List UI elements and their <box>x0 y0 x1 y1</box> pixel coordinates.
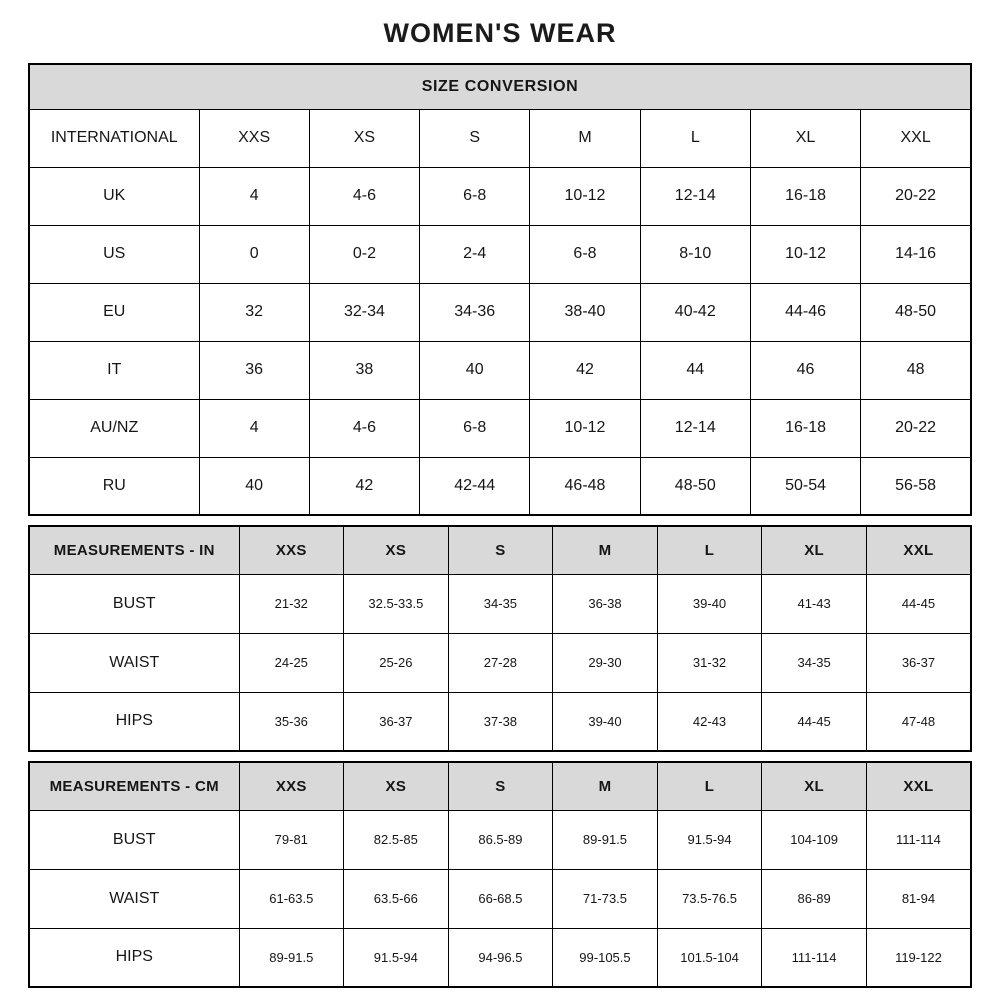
size-column-header: M <box>530 109 640 167</box>
table-row <box>29 692 971 751</box>
value-cell: 44 <box>640 341 750 399</box>
measurements-in-header-row <box>29 526 971 574</box>
row-label: BUST <box>29 810 239 869</box>
size-column-header: XS <box>309 109 419 167</box>
size-column-header: XL <box>762 762 867 810</box>
value-cell: 0-2 <box>309 225 419 283</box>
page-title: WOMEN'S WEAR <box>383 18 617 48</box>
international-label: INTERNATIONAL <box>29 109 199 167</box>
value-cell: 37-38 <box>448 692 553 751</box>
value-cell: 20-22 <box>861 399 971 457</box>
size-column-header: XXS <box>239 762 344 810</box>
table-row <box>29 341 971 399</box>
size-column-header: L <box>640 109 750 167</box>
value-cell: 4 <box>199 167 309 225</box>
size-column-header: XS <box>344 762 449 810</box>
value-cell: 61-63.5 <box>239 869 344 928</box>
value-cell: 104-109 <box>762 810 867 869</box>
size-column-header: XL <box>762 526 867 574</box>
value-cell: 35-36 <box>239 692 344 751</box>
value-cell: 91.5-94 <box>344 928 449 987</box>
value-cell: 39-40 <box>657 574 762 633</box>
value-cell: 4 <box>199 399 309 457</box>
value-cell: 38 <box>309 341 419 399</box>
row-label: EU <box>29 283 199 341</box>
value-cell: 89-91.5 <box>553 810 658 869</box>
value-cell: 32-34 <box>309 283 419 341</box>
value-cell: 42-44 <box>420 457 530 515</box>
value-cell: 20-22 <box>861 167 971 225</box>
value-cell: 34-35 <box>762 633 867 692</box>
value-cell: 12-14 <box>640 399 750 457</box>
size-column-header: XL <box>750 109 860 167</box>
value-cell: 42 <box>309 457 419 515</box>
value-cell: 46-48 <box>530 457 640 515</box>
value-cell: 0 <box>199 225 309 283</box>
value-cell: 86.5-89 <box>448 810 553 869</box>
value-cell: 48 <box>861 341 971 399</box>
measurements-cm-header: MEASUREMENTS - CM <box>29 762 239 810</box>
value-cell: 6-8 <box>420 167 530 225</box>
value-cell: 36-37 <box>866 633 971 692</box>
value-cell: 48-50 <box>640 457 750 515</box>
size-column-header: XXL <box>866 762 971 810</box>
value-cell: 81-94 <box>866 869 971 928</box>
value-cell: 89-91.5 <box>239 928 344 987</box>
value-cell: 119-122 <box>866 928 971 987</box>
value-cell: 71-73.5 <box>553 869 658 928</box>
value-cell: 24-25 <box>239 633 344 692</box>
value-cell: 8-10 <box>640 225 750 283</box>
value-cell: 32 <box>199 283 309 341</box>
size-column-header: XXL <box>866 526 971 574</box>
row-label: WAIST <box>29 869 239 928</box>
table-row <box>29 457 971 515</box>
value-cell: 14-16 <box>861 225 971 283</box>
value-cell: 40-42 <box>640 283 750 341</box>
value-cell: 111-114 <box>866 810 971 869</box>
value-cell: 4-6 <box>309 399 419 457</box>
size-column-header: L <box>657 762 762 810</box>
value-cell: 6-8 <box>420 399 530 457</box>
table-row <box>29 283 971 341</box>
value-cell: 25-26 <box>344 633 449 692</box>
size-column-header: XXL <box>861 109 971 167</box>
row-label: US <box>29 225 199 283</box>
value-cell: 12-14 <box>640 167 750 225</box>
value-cell: 44-46 <box>750 283 860 341</box>
row-label: IT <box>29 341 199 399</box>
value-cell: 82.5-85 <box>344 810 449 869</box>
size-column-header: XXS <box>239 526 344 574</box>
value-cell: 4-6 <box>309 167 419 225</box>
row-label: RU <box>29 457 199 515</box>
value-cell: 10-12 <box>750 225 860 283</box>
value-cell: 27-28 <box>448 633 553 692</box>
size-column-header: S <box>448 762 553 810</box>
row-label: UK <box>29 167 199 225</box>
measurements-cm-header-row <box>29 762 971 810</box>
value-cell: 91.5-94 <box>657 810 762 869</box>
row-label: WAIST <box>29 633 239 692</box>
value-cell: 86-89 <box>762 869 867 928</box>
value-cell: 50-54 <box>750 457 860 515</box>
table-row <box>29 633 971 692</box>
size-conversion-table <box>28 63 972 516</box>
value-cell: 40 <box>420 341 530 399</box>
measurements-in-table <box>28 525 972 752</box>
value-cell: 40 <box>199 457 309 515</box>
value-cell: 66-68.5 <box>448 869 553 928</box>
value-cell: 44-45 <box>866 574 971 633</box>
size-header-row <box>29 109 971 167</box>
measurements-cm-table <box>28 761 972 988</box>
value-cell: 46 <box>750 341 860 399</box>
value-cell: 63.5-66 <box>344 869 449 928</box>
value-cell: 79-81 <box>239 810 344 869</box>
value-cell: 99-105.5 <box>553 928 658 987</box>
value-cell: 94-96.5 <box>448 928 553 987</box>
table-row <box>29 399 971 457</box>
value-cell: 44-45 <box>762 692 867 751</box>
table-row <box>29 225 971 283</box>
size-conversion-title-row <box>29 64 971 109</box>
value-cell: 36-38 <box>553 574 658 633</box>
table-row <box>29 167 971 225</box>
value-cell: 101.5-104 <box>657 928 762 987</box>
row-label: HIPS <box>29 692 239 751</box>
size-column-header: L <box>657 526 762 574</box>
value-cell: 34-36 <box>420 283 530 341</box>
value-cell: 32.5-33.5 <box>344 574 449 633</box>
value-cell: 31-32 <box>657 633 762 692</box>
value-cell: 16-18 <box>750 399 860 457</box>
value-cell: 39-40 <box>553 692 658 751</box>
size-column-header: S <box>420 109 530 167</box>
size-column-header: M <box>553 526 658 574</box>
value-cell: 36-37 <box>344 692 449 751</box>
value-cell: 16-18 <box>750 167 860 225</box>
row-label: HIPS <box>29 928 239 987</box>
value-cell: 47-48 <box>866 692 971 751</box>
size-column-header: XXS <box>199 109 309 167</box>
value-cell: 10-12 <box>530 399 640 457</box>
value-cell: 42 <box>530 341 640 399</box>
value-cell: 111-114 <box>762 928 867 987</box>
value-cell: 73.5-76.5 <box>657 869 762 928</box>
table-row <box>29 869 971 928</box>
value-cell: 6-8 <box>530 225 640 283</box>
value-cell: 29-30 <box>553 633 658 692</box>
value-cell: 42-43 <box>657 692 762 751</box>
table-row <box>29 574 971 633</box>
value-cell: 21-32 <box>239 574 344 633</box>
value-cell: 56-58 <box>861 457 971 515</box>
size-column-header: S <box>448 526 553 574</box>
measurements-in-header: MEASUREMENTS - IN <box>29 526 239 574</box>
size-conversion-header: SIZE CONVERSION <box>29 64 971 109</box>
value-cell: 10-12 <box>530 167 640 225</box>
value-cell: 36 <box>199 341 309 399</box>
table-row <box>29 928 971 987</box>
value-cell: 38-40 <box>530 283 640 341</box>
table-row <box>29 810 971 869</box>
size-column-header: XS <box>344 526 449 574</box>
value-cell: 34-35 <box>448 574 553 633</box>
value-cell: 48-50 <box>861 283 971 341</box>
row-label: AU/NZ <box>29 399 199 457</box>
row-label: BUST <box>29 574 239 633</box>
value-cell: 2-4 <box>420 225 530 283</box>
value-cell: 41-43 <box>762 574 867 633</box>
size-column-header: M <box>553 762 658 810</box>
